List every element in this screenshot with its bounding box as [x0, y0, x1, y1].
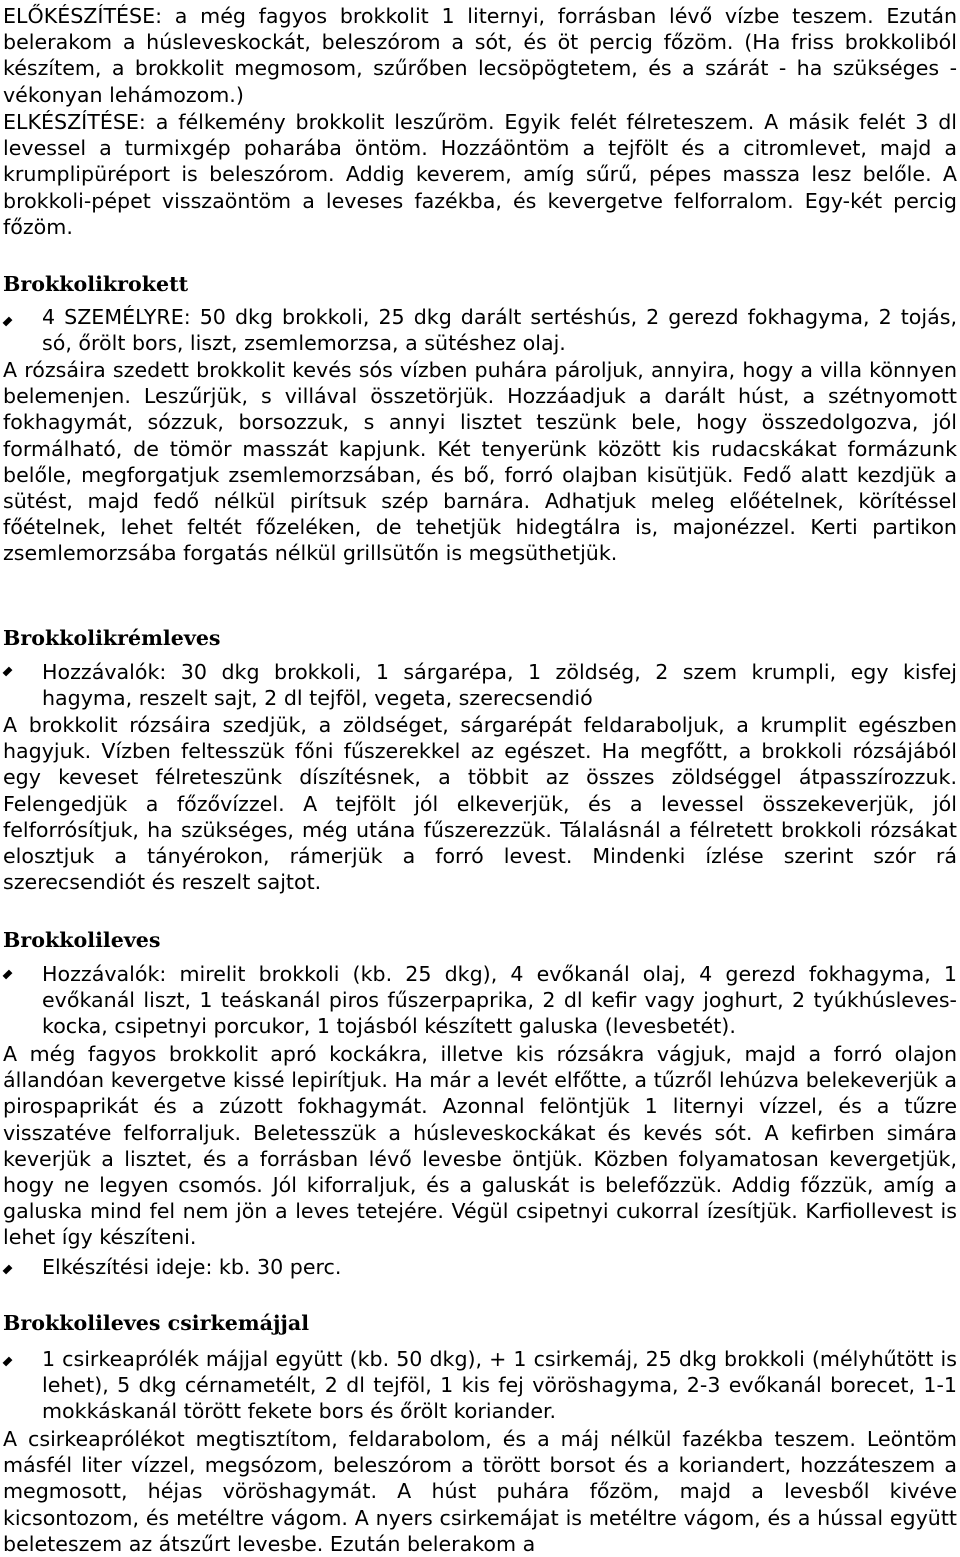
- leves-preparation-time: Elkészítési ideje: kb. 30 perc.: [42, 1255, 342, 1279]
- intro-paragraph-cooking: ELKÉSZÍTÉSE: a félkemény brokkolit leszűröm. Egyik felét félreteszem. A másik felét 3 dl levessel a turmixgép poharába öntöm. Hozzáöntöm a tejfölt és a citromlevet, majd a krumplipüréport is beleszórom. Addig keverem, amíg sűrű, pépes massza lesz belőle. A brokkoli-pépet visszaöntöm a leveses fazékba, és kevergetve felforralom. Egy-két percig főzöm.: [3, 110, 957, 239]
- krokett-ingredients: 4 SZEMÉLYRE: 50 dkg brokkoli, 25 dkg darált sertéshús, 2 gerezd fokhagyma, 2 tojás, só, őrölt bors, liszt, zsemlemorzsa, a sütéshez olaj.: [42, 305, 957, 356]
- heading-brokkolileves-csirkemajjal: Brokkolileves csirkemájjal: [3, 1311, 310, 1335]
- leves-method: A még fagyos brokkolit apró kockákra, illetve kis rózsákra vágjuk, majd a forró olajon állandóan kevergetve kissé lepirítjuk. Ha már a levét elfőtte, a tűzről lehúzva belekeverjük a pirospaprikát és a zúzott fokhagymát. Azonnal felöntjük 1 liternyi vízzel, és a tűzre visszatéve felforraljuk. Beletesszük a húsleveskockákat és kevés sót. A kefirben simára keverjük a lisztet, és a forrásban lévő levesbe öntjük. Közben folyamatosan kevergetjük, hogy ne legyen csomós. Jól kiforraljuk, és a galuskát is belefőzzük. Addig főzzük, amíg a galuska mind fel nem jön a leves tetejére. Végül csipetnyi cukorral ízesítjük. Karfiollevest is lehet így készíteni.: [3, 1042, 957, 1250]
- heading-brokkolileves: Brokkolileves: [3, 928, 161, 952]
- krokett-method: A rózsáira szedett brokkolit kevés sós vízben puhára pároljuk, annyira, hogy a villa könnyen belemenjen. Leszűrjük, s villával összetörjük. Hozzáadjuk a darált húst, a szétnyomott fokhagymát, sózzuk, borsozzuk, s annyi lisztet teszünk bele, hogy összedolgozva, jól formálható, de tömör masszát kapjunk. Két tenyerünk között kis rudacskákat formázunk belőle, megforgatjuk zsemlemorzsában, és bő, forró olajban kisütjük. Fedő alatt kezdjük a sütést, majd fedő nélkül pirítsuk szép barnára. Adhatjuk meleg előételnek, körítéssel főételnek, lehet feltét főzeléken, de tehetjük hidegtálra is, majonézzel. Kerti partikon zsemlemorzsába forgatás nélkül grillsütőn is megsüthetjük.: [3, 358, 957, 566]
- csirkemaj-method: A csirkeaprólékot megtisztítom, feldarabolom, és a máj nélkül fazékba teszem. Leöntöm másfél liter vízzel, megsózom, beleszórom a törött borsot és a koriandert, hozzáteszem a megmosott, héjas vöröshagymát. A húst puhára főzöm, majd a levesből kivéve kicsontozom, és metéltre vágom. A nyers csirkemájat is metéltre vágom, és a hússal együtt beleteszem az átszűrt levesbe. Ezután belerakom a: [3, 1427, 957, 1556]
- kremleves-method: A brokkolit rózsáira szedjük, a zöldséget, sárgarépát feldaraboljuk, a krumplit egészben hagyjuk. Vízben feltesszük főni fűszerekkel az egészet. Ha megfőtt, a brokkoli rózsájából egy keveset félreteszünk díszítésnek, a többit az összes zöldséggel átpasszírozzuk. Felengedjük a főzővízzel. A tejfölt jól elkeverjük, és a levessel összekeverjük, jól felforrósítjuk, ha szükséges, még utána fűszerezzük. Tálalásnál a félretett brokkoli rózsákat elosztjuk a tányérokon, rámerjük a forró levest. Mindenki ízlése szerint szór rá szerecsendiót és reszelt sajtot.: [3, 713, 957, 895]
- kremleves-ingredients: Hozzávalók: 30 dkg brokkoli, 1 sárgarépa, 1 zöldség, 2 szem krumpli, egy kisfej hagyma, reszelt sajt, 2 dl tejföl, vegeta, szerecsendió: [42, 660, 957, 711]
- csirkemaj-ingredients: 1 csirkeaprólék májjal együtt (kb. 50 dkg), + 1 csirkemáj, 25 dkg brokkoli (mélyhűtött is lehet), 5 dkg cérnametélt, 2 dl tejföl, 1 kis fej vöröshagyma, 2-3 evőkanál borecet, 1-1 mokkáskanál törött fekete bors és őrölt koriander.: [42, 1347, 957, 1424]
- leves-ingredients: Hozzávalók: mirelit brokkoli (kb. 25 dkg), 4 evőkanál olaj, 4 gerezd fokhagyma, 1 evőkanál liszt, 1 teáskanál piros fűszerpaprika, 2 dl kefir vagy joghurt, 2 tyúkhúsleves-kocka, csipetnyi porcukor, 1 tojásból készített galuska (levesbetét).: [42, 962, 957, 1039]
- heading-brokkolikremleves: Brokkolikrémleves: [3, 626, 221, 650]
- heading-brokkolikrokett: Brokkolikrokett: [3, 272, 189, 296]
- intro-paragraph-prep: ELŐKÉSZÍTÉSE: a még fagyos brokkolit 1 liternyi, forrásban lévő vízbe teszem. Ezután belerakom a húsleveskockát, beleszórom a sót, és öt percig főzöm. (Ha friss brokkoliból készítem, a brokkolit megmosom, szűrőben lecsöpögtetem, és a szárát - ha szükséges - vékonyan lehámozom.): [3, 4, 957, 107]
